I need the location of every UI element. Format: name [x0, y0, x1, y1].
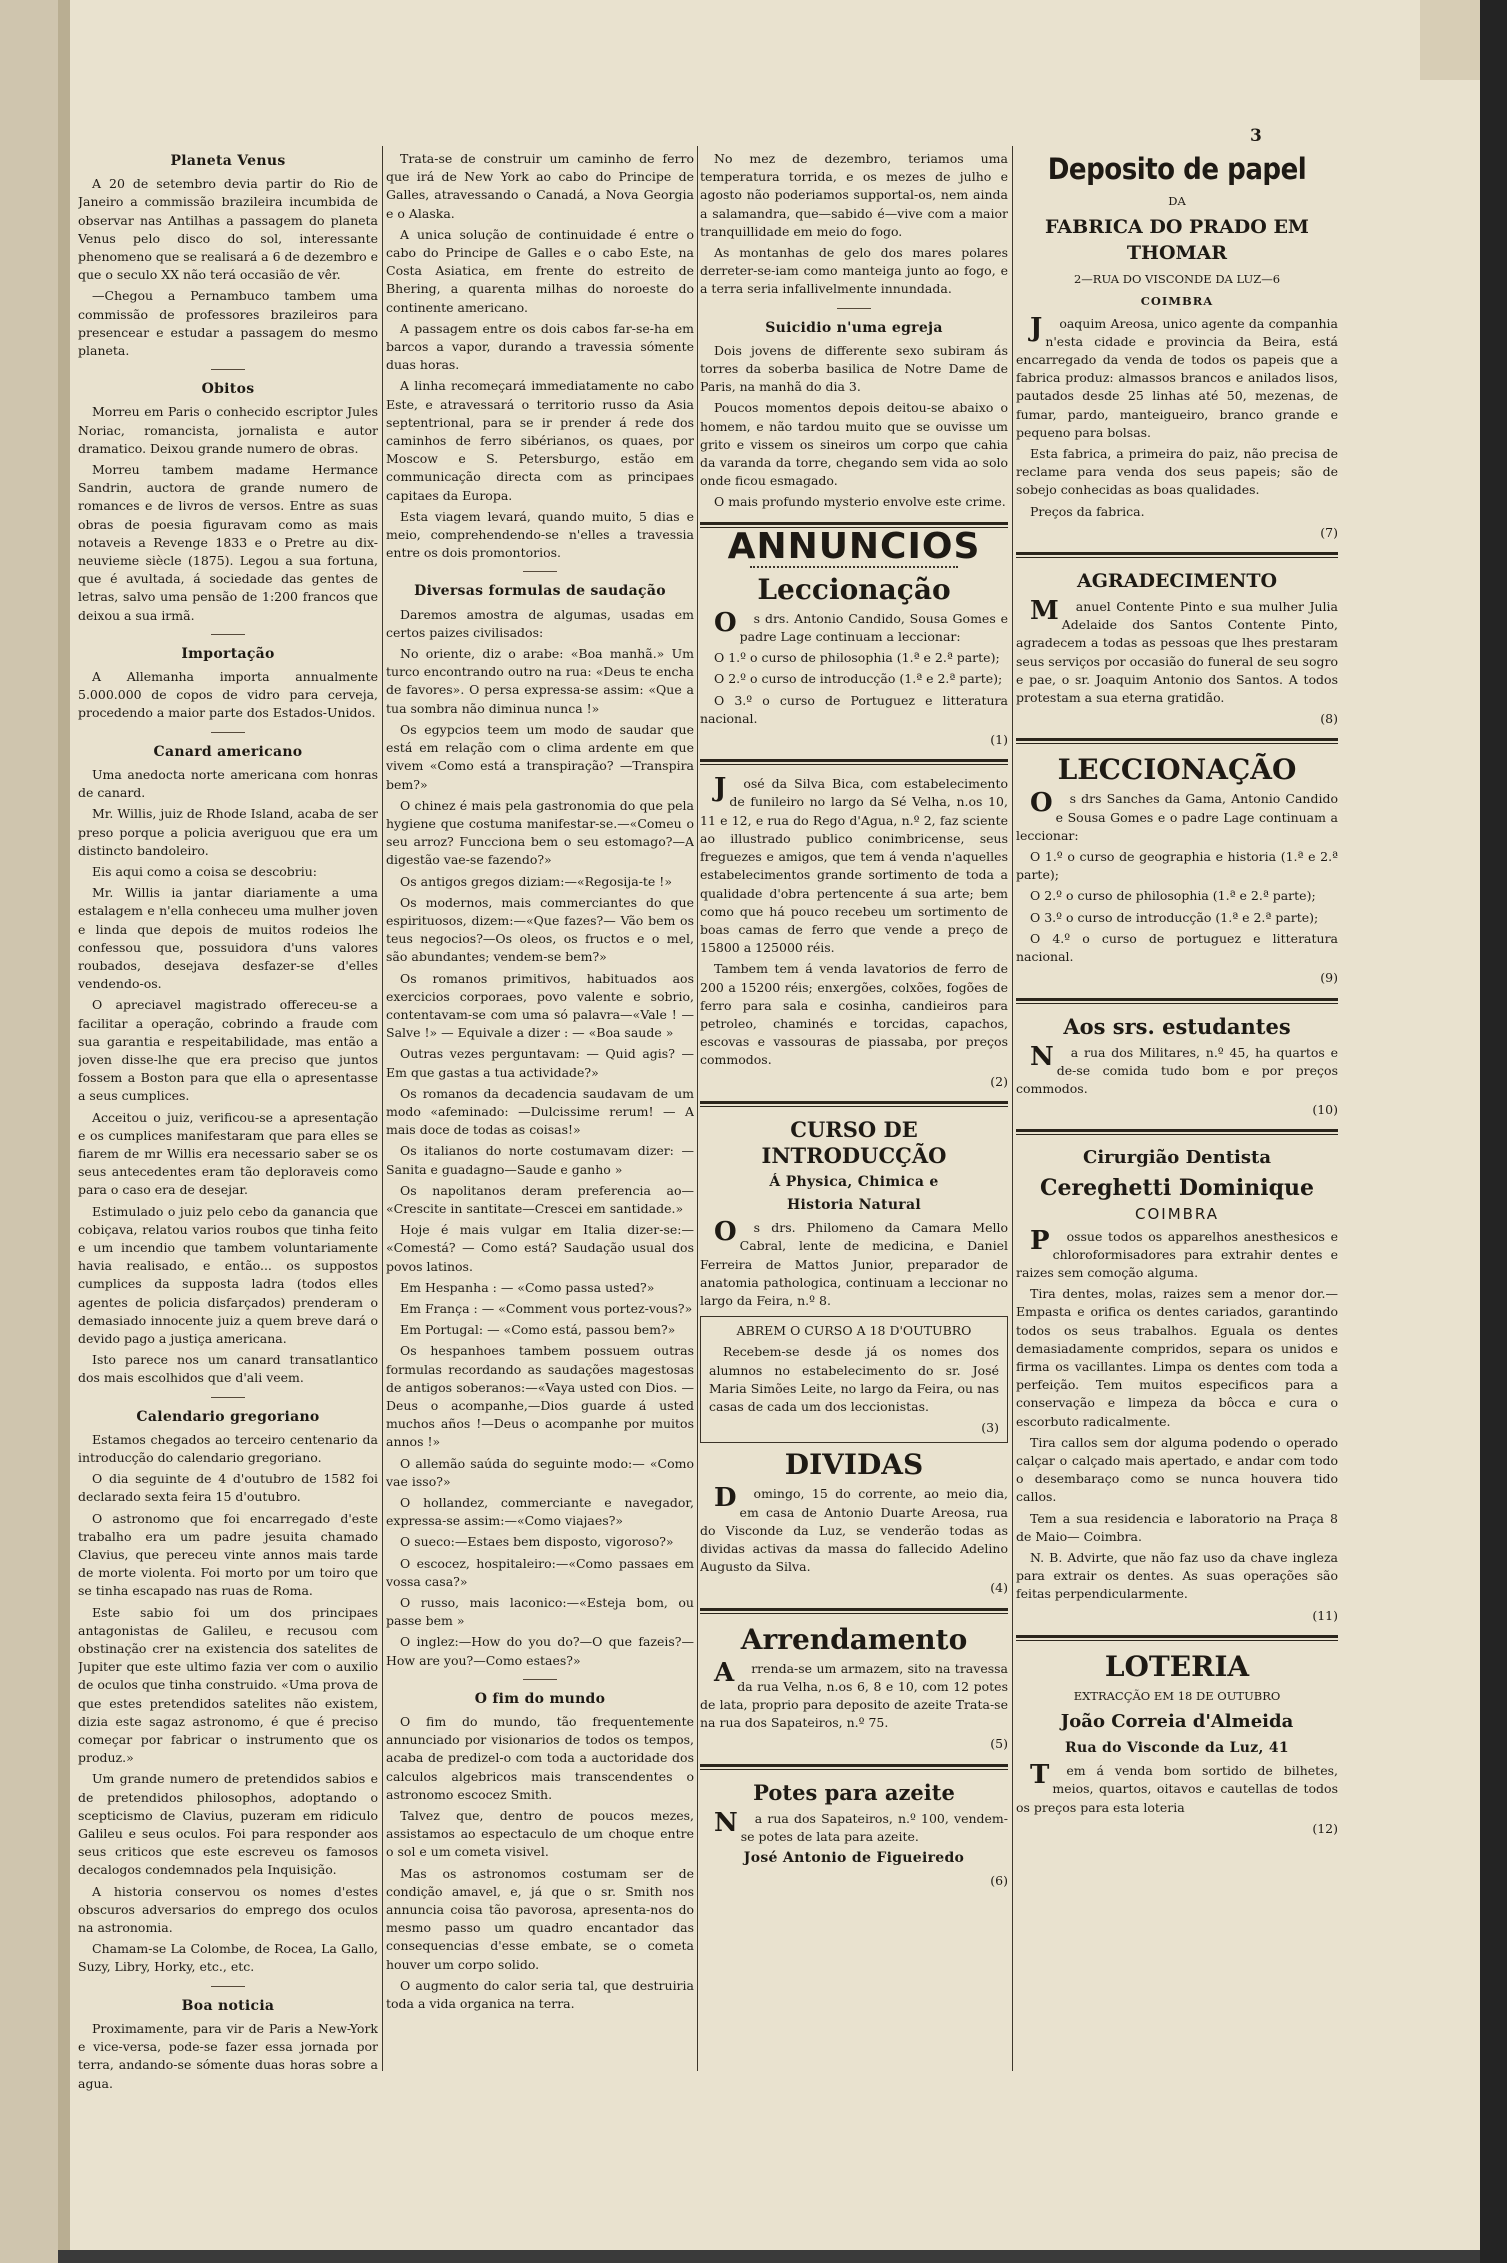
deposito-da: DA — [1168, 194, 1186, 208]
paragraph: Os drs. Antonio Candido, Sousa Gomes e padre Lage continuam a leccionar: — [714, 607, 1008, 645]
ad-reference: (11) — [1312, 1607, 1338, 1623]
paragraph: A 20 de setembro devia partir do Rio de Janeiro a commissão brazileira incumbida de observar nas Antilhas a passagem do planeta Venus pelo disco do sol, interessante phenomeno que se realisará a 6 de dezembro e que o seculo XX não terá occasião de vêr. — [78, 176, 378, 283]
curso-subtitle: Historia Natural — [787, 1196, 921, 1213]
heading-loteria: LOTERIA — [1104, 1649, 1250, 1683]
paragraph: O 3.º o curso de introducção (1.ª e 2.ª parte); — [1030, 909, 1319, 925]
section-rule — [700, 1608, 1008, 1614]
paragraph: Tira dentes, molas, raizes sem a menor dor.—Empasta e orifica os dentes cariados, garantindo todos os seus trabalhos. Eguala os dentes demasiadamente compridos, separa os unidos e firma os vacillantes. Limpa os dentes com toda a perfeição. Tem muitos especificos para a conservação e limpeza da bôcca e cura o escorbuto radicalmente. — [1016, 1286, 1338, 1429]
paragraph: O 1.º o curso de geographia e historia (1.ª e 2.ª parte); — [1016, 849, 1338, 883]
paragraph: Os drs. Philomeno da Camara Mello Cabral, lente de medicina, e Daniel Ferreira de Mattos Junior, preparador de anatomia pathologica, continuam a leccionar no largo da Feira, n.º 8. — [700, 1217, 1008, 1308]
paragraph: Os italianos do norte costumavam dizer: —Sanita e guadagno—Saude e ganho » — [386, 1143, 694, 1177]
paragraph: Trata-se de construir um caminho de ferro que irá de New York ao cabo do Principe de Galles, atravessando o Canadá, a Nova Georgia e o Alaska. — [386, 151, 694, 221]
paragraph: Dois jovens de differente sexo subiram ás torres da soberba basilica de Notre Dame de Paris, na manhã do dia 3. — [700, 342, 1008, 395]
heading-importacao: Importação — [181, 645, 275, 662]
curso-subtitle: Á Physica, Chimica e — [769, 1173, 939, 1190]
paragraph: O 2.º o curso de introducção (1.ª e 2.ª parte); — [714, 671, 1003, 687]
ad-reference: (10) — [1312, 1102, 1338, 1118]
ad-reference: (4) — [990, 1580, 1008, 1596]
paragraph: Esta fabrica, a primeira do paiz, não precisa de reclame para venda dos seus papeis; são de sobejo conhecidas as boas qualidades. — [1016, 446, 1338, 498]
paragraph: As montanhas de gelo dos mares polares derreter-se-iam como manteiga junto ao fogo, e a terra seria infallivelmente innundada. — [700, 245, 1008, 297]
right-background-edge — [1480, 0, 1507, 2263]
paragraph: Os napolitanos deram preferencia ao— «Crescite in santitate—Crescei em santidade.» — [386, 1182, 694, 1216]
section-rule — [1016, 998, 1338, 1004]
paragraph: O sueco:—Estaes bem disposto, vigoroso?» — [400, 1534, 674, 1550]
ad-reference: (6) — [990, 1873, 1008, 1889]
paragraph: Este sabio foi um dos principaes antagonistas de Galileu, e recusou com obstinação crer na existencia dos satelites de Jupiter que este ultimo fazia ver com o auxilio de oculos que tinha construido. «Uma prova de que estes pretendidos satelites não existem, dizia este sagaz astronomo, é que é preciso começar por fabricar o instrumento que os produz.» — [78, 1604, 378, 1766]
section-rule — [700, 759, 1008, 765]
paragraph: Eis aqui como a coisa se descobriu: — [92, 863, 318, 879]
column-rule — [382, 146, 383, 2071]
notice-box — [700, 1316, 1008, 1443]
ad-reference: (3) — [981, 1420, 999, 1436]
deposito-fabrica: FABRICA DO PRADO EM THOMAR — [1045, 216, 1309, 265]
page-fold-shadow — [58, 0, 70, 2250]
section-rule — [1016, 552, 1338, 558]
previous-page-edge — [0, 0, 58, 2263]
paragraph: Os antigos gregos diziam:—«Regosija-te !» — [400, 873, 672, 889]
paragraph: O 3.º o curso de Portuguez e litteratura nacional. — [700, 692, 1008, 726]
paragraph: A Allemanha importa annualmente 5.000.000 de copos de vidro para cerveja, procedendo a maior parte dos Estados-Unidos. — [78, 669, 378, 721]
page-number: 3 — [1250, 126, 1262, 146]
paragraph: Em Hespanha : — «Como passa usted?» — [400, 1279, 655, 1295]
paragraph: O chinez é mais pela gastronomia do que pela hygiene que costuma manifestar-se.—«Comeu o seu arroz? Funcciona bem o seu estomago?—A digestão vae-se fazendo?» — [386, 797, 694, 868]
paragraph: O russo, mais laconico:—«Esteja bom, ou passe bem » — [386, 1595, 694, 1629]
paragraph: José da Silva Bica, com estabelecimento de funileiro no largo da Sé Velha, n.os 10, 11 e 12, e rua do Rego d'Agua, n.º 2, faz sciente ao illustrado publico conimbricense, seus freguezes e amigos, que tem á venda n'aquelles estabelecimentos grande sortimento de toda a qualidade d'obra pertencente á sua arte; bem como que há pouco recebeu um sortimento de boas camas de ferro que vende a preço de 15800 a 125000 réis. — [700, 773, 1008, 956]
paragraph: O escocez, hospitaleiro:—«Como passaes em vossa casa?» — [386, 1555, 694, 1589]
section-rule — [1016, 738, 1338, 744]
paragraph: Joaquim Areosa, unico agente da companhia n'esta cidade e provincia da Beira, está encarregado da venda de todos os papeis que a fabrica produz: almassos brancos e anilados lisos, pautados desde 25 linhas até 50, mezenas, de fumar, pardo, manteigueiro, branco grande e pequeno para bolsas. — [1016, 312, 1338, 440]
paragraph: Isto parece nos um canard transatlantico dos mais escolhidos que d'ali veem. — [78, 1352, 378, 1386]
loteria-extraccao: EXTRACÇÃO EM 18 DE OUTUBRO — [1073, 1688, 1281, 1703]
column-3 — [700, 150, 1008, 2060]
heading-obitos: Obitos — [201, 381, 255, 398]
paragraph: O 2.º o curso de philosophia (1.ª e 2.ª parte); — [1030, 888, 1316, 904]
heading-planeta-venus: Planeta Venus — [170, 153, 286, 169]
paragraph: Hoje é mais vulgar em Italia dizer-se:— «Comestá? — Como está? Saudação usual dos povos latinos. — [386, 1222, 694, 1274]
column-4 — [1016, 150, 1338, 2060]
paragraph: Na rua dos Militares, n.º 45, ha quartos e de-se comida tudo bom e por preços commodos. — [1016, 1041, 1338, 1096]
separator — [837, 308, 871, 309]
ad-reference: (5) — [990, 1736, 1008, 1752]
paragraph: Estamos chegados ao terceiro centenario da introducção do calendario gregoriano. — [78, 1431, 378, 1465]
section-rule — [1016, 1129, 1338, 1135]
paragraph: Uma anedocta norte americana com honras de canard. — [78, 766, 378, 801]
paragraph: O 4.º o curso de portuguez e litteratura nacional. — [1016, 930, 1338, 965]
paragraph: Outras vezes perguntavam: — Quid agis? — Em que gastas a tua actividade?» — [386, 1046, 694, 1080]
separator — [211, 634, 245, 635]
paragraph: Os drs Sanches da Gama, Antonio Candido e Sousa Gomes e o padre Lage continuam a leccionar: — [1016, 788, 1338, 843]
heading-aos-estudantes: Aos srs. estudantes — [1063, 1013, 1291, 1039]
paragraph: ABREM O CURSO A 18 D'OUTUBRO — [736, 1323, 972, 1339]
heading-arrendamento: Arrendamento — [740, 1622, 968, 1656]
column-1 — [78, 150, 378, 2100]
signature: José Antonio de Figueiredo — [743, 1850, 965, 1867]
paragraph: N. B. Advirte, que não faz uso da chave ingleza para extrair os dentes. As suas operações são feitas perpendicularmente. — [1016, 1549, 1338, 1602]
heading-cirurgiao-dentista: Cirurgião Dentista — [1083, 1147, 1271, 1169]
paragraph: Preços da fabrica. — [1030, 503, 1145, 519]
heading-fim-do-mundo: O fim do mundo — [474, 1690, 606, 1707]
separator — [523, 1679, 557, 1680]
paragraph: A unica solução de continuidade é entre o cabo do Principe de Galles e o cabo Este, na Costa Asiatica, em frente do estreito de Bhering, a quarenta milhas do noroeste do continente americano. — [386, 226, 694, 315]
section-rule — [700, 1101, 1008, 1107]
paragraph: Proximamente, para vir de Paris a New-York e vice-versa, pode-se fazer essa jornada por terra, andando-se sómente duas horas sobre a agua. — [78, 2020, 378, 2091]
section-rule — [700, 1764, 1008, 1770]
paragraph: Acceitou o juiz, verificou-se a apresentação e os cumplices manifestaram que para elles se fiarem de mr Willis era necessario saber se os seus antecedentes eram tão deploraveis como para o caso era de desejar. — [78, 1109, 378, 1198]
heading-boa-noticia: Boa noticia — [181, 1997, 275, 2014]
loteria-name: João Correia d'Almeida — [1060, 1710, 1294, 1732]
deposito-city: COIMBRA — [1140, 294, 1214, 309]
paragraph: Daremos amostra de algumas, usadas em certos paizes civilisados: — [386, 606, 694, 640]
paragraph: Tem á venda bom sortido de bilhetes, meios, quartos, oitavos e cautellas de todos os preços para esta loteria — [1016, 1760, 1338, 1815]
paragraph: Tem a sua residencia e laboratorio na Praça 8 de Maio— Coimbra. — [1016, 1510, 1338, 1544]
ad-reference: (8) — [1320, 711, 1338, 727]
paragraph: O augmento do calor seria tal, que destruiria toda a vida organica na terra. — [386, 1977, 694, 2012]
heading-leccionacao: Leccionação — [757, 572, 951, 606]
paragraph: Chamam-se La Colombe, de Rocea, La Gallo, Suzy, Libry, Horky, etc., etc. — [78, 1941, 378, 1975]
paragraph: Mr. Willis, juiz de Rhode Island, acaba de ser preso porque a policia averiguou que era um distincto bandoleiro. — [78, 806, 378, 858]
paragraph: Em França : — «Comment vous portez-vous?» — [400, 1300, 693, 1316]
paragraph: O inglez:—How do you do?—O que fazeis?—How are you?—Como estaes?» — [386, 1634, 694, 1668]
paragraph: A historia conservou os nomes d'estes obscuros adversarios do emprego dos oculos na astronomia. — [78, 1883, 378, 1936]
paragraph: O fim do mundo, tão frequentemente annunciado por visionarios de todos os tempos, acaba de predizel-o com toda a auctoridade dos calculos algebricos mais transcendentes o astronomo escocez Smith. — [386, 1714, 694, 1802]
paragraph: No mez de dezembro, teriamos uma temperatura torrida, e os mezes de julho e agosto não poderiamos supportal-os, nem ainda a salamandra, que—sabido é—vive com a maior tranquillidade em meio do fogo. — [700, 151, 1008, 239]
paragraph: Na rua dos Sapateiros, n.º 100, vendem-se potes de lata para azeite. — [714, 1807, 1008, 1844]
paragraph: Mas os astronomos costumam ser de condição amavel, e, já que o sr. Smith nos annuncia coisa tão pavorosa, apresenta-nos do mesmo passo um quadro encantador das consequencias d'esse embate, se o cometa houver um corpo solido. — [386, 1865, 694, 1972]
paragraph: O 1.º o curso de philosophia (1.ª e 2.ª parte); — [714, 650, 1000, 666]
page-corner — [1420, 0, 1480, 80]
ad-reference: (1) — [990, 732, 1008, 748]
deposito-address: 2—RUA DO VISCONDE DA LUZ—6 — [1073, 272, 1281, 287]
cirurgiao-city: COIMBRA — [1134, 1205, 1219, 1224]
ad-reference: (7) — [1320, 524, 1338, 540]
ad-reference: (9) — [1320, 970, 1338, 986]
paragraph: Mr. Willis ia jantar diariamente a uma estalagem e n'ella conheceu uma mulher joven e linda que depois de muitos rodeios lhe confessou que, possuidora d'uns valores roubados, desejava desfazer-se d'elles vendendo-os. — [78, 885, 378, 992]
column-rule — [1012, 146, 1013, 2071]
column-rule — [697, 146, 698, 2071]
heading-diversas-formulas: Diversas formulas de saudação — [414, 583, 666, 600]
paragraph: A linha recomeçará immediatamente no cabo Este, e atravessará o territorio russo da Asia septentrional, para se ir prender á rede dos caminhos de ferro sibérianos, os quaes, por Moscow e S. Petersburgo, estão em communicação directa com as principaes capitaes da Europa. — [386, 378, 694, 503]
paragraph: Os romanos da decadencia saudavam de um modo «afeminado: —Dulcissime rerum! — A mais doce de todas as coisas!» — [386, 1085, 694, 1138]
paragraph: O hollandez, commerciante e navegador, expressa-se assim:—«Como viajaes?» — [386, 1495, 694, 1529]
section-rule — [1016, 1635, 1338, 1641]
separator — [211, 732, 245, 733]
paragraph: Recebem-se desde já os nomes dos alumnos no estabelecimento do sr. José Maria Simões Leite, no largo da Feira, ou nas casas de cada um dos leccionistas. — [709, 1344, 999, 1414]
paragraph: Tambem tem á venda lavatorios de ferro de 200 a 15200 réis; enxergões, colxões, fogões de ferro para sala e cosinha, candieiros para petroleo, chaminés e torcidas, capachos, escovas e vassouras de piassaba, por preços commodos. — [700, 961, 1008, 1068]
heading-deposito-papel: Deposito de papel — [1047, 152, 1307, 186]
paragraph: Os modernos, mais commerciantes do que espirituosos, dizem:—«Que fazes?— Vão bem os teus negocios?—Os oleos, os fructos e o mel, são abundantes; vendem-se bem?» — [386, 894, 694, 965]
separator — [211, 369, 245, 370]
heading-dividas: DIVIDAS — [784, 1448, 924, 1482]
ad-reference: (2) — [990, 1073, 1008, 1089]
paragraph: Morreu tambem madame Hermance Sandrin, auctora de grande numero de romances e de livros de versos. Entre as suas obras de poesia figuravam como as mais notaveis a Revenge 1833 e o Pretre au dix-neuvieme siècle (1875). Legou a sua fortuna, que é avultada, á sociedade das gentes de letras, salvo uma pensão de 1:200 francos que deixou a sua irmã. — [78, 462, 378, 623]
paragraph: Os romanos primitivos, habituados aos exercicios corporaes, povo valente e sobrio, contentavam-se com uma só palavra—«Vale ! — Salve !» — Equivale a dizer : — «Boa saude » — [386, 970, 694, 1041]
paragraph: Morreu em Paris o conhecido escriptor Jules Noriac, romancista, jornalista e autor dramatico. Deixou grande numero de obras. — [78, 404, 378, 456]
paragraph: Possue todos os apparelhos anesthesicos e chloroformisadores para extrahir dentes e raizes sem comoção alguma. — [1016, 1225, 1338, 1280]
heading-calendario-gregoriano: Calendario gregoriano — [136, 1408, 320, 1425]
paragraph: Estimulado o juiz pelo cebo da ganancia que cobiçava, relatou varios roubos que tinha feito e um incendio que tambem voluntariamente havia realisado, e então... os suppostos cumplices da supposta ladra (todos elles agentes de policia disfarçados) prenderam o demasiado innocente juiz a quem breve dará o devido pago a justiça americana. — [78, 1203, 378, 1346]
paragraph: —Chegou a Pernambuco tambem uma commissão de professores brazileiros para presencear e estudar a passagem do mesmo planeta. — [78, 288, 378, 359]
loteria-address: Rua do Visconde da Luz, 41 — [1065, 1739, 1289, 1756]
paragraph: No oriente, diz o arabe: «Boa manhã.» Um turco encontrando outro na rua: «Deus te encha de favores». O persa expressa-se assim: «Que a tua sombra não diminua nunca !» — [386, 646, 694, 716]
heading-leccionacao-2: LECCIONAÇÃO — [1057, 753, 1297, 787]
paragraph: Arrenda-se um armazem, sito na travessa da rua Velha, n.os 6, 8 e 10, com 12 potes de lata, proprio para deposito de azeite Trata-se na rua dos Sapateiros, n.º 75. — [700, 1657, 1008, 1731]
paragraph: Poucos momentos depois deitou-se abaixo o homem, e não tardou muito que se ouvisse um grito e vissem os sineiros um corpo que cahia da varanda da torre, chegando sem vida ao solo onde ficou esmagado. — [700, 400, 1008, 489]
column-2 — [386, 150, 694, 2060]
paragraph: O allemão saúda do seguinte modo:— «Como vae isso?» — [386, 1455, 694, 1489]
paragraph: Os hespanhoes tambem possuem outras formulas recordando as saudações magestosas de antigos soberanos:—«Vaya usted con Dios. —Deus o acompanhe,—Dios guarde á usted muchos años !—Deus o acompanhe por muitos annos !» — [386, 1343, 694, 1450]
ad-reference: (12) — [1312, 1820, 1338, 1836]
heading-agradecimento: AGRADECIMENTO — [1076, 570, 1278, 593]
separator — [211, 1986, 245, 1987]
paragraph: Domingo, 15 do corrente, ao meio dia, em casa de Antonio Duarte Areosa, rua do Visconde da Luz, se venderão todas as dividas activas da massa do fallecido Adelino Augusto da Silva. — [700, 1483, 1008, 1575]
paragraph: Manuel Contente Pinto e sua mulher Julia Adelaide dos Santos Contente Pinto, agradecem a todas as pessoas que lhes prestaram seus serviços por occasião do funeral de seu sogro e pae, o sr. Joaquim Antonio dos Santos. A todos protestam a sua eterna gratidão. — [1016, 596, 1338, 706]
separator — [211, 1397, 245, 1398]
separator — [523, 571, 557, 572]
paragraph: Tira callos sem dor alguma podendo o operado calçar o calçado mais apertado, e andar com todo o desembaraço como se nunca houvera tido callos. — [1016, 1434, 1338, 1505]
paragraph: Talvez que, dentro de poucos mezes, assistamos ao espectaculo de um choque entre o sol e um cometa visivel. — [386, 1808, 694, 1860]
paragraph: O apreciavel magistrado offereceu-se a facilitar a operação, cobrindo a fraude com sua garantia e respeitabilidade, mas então a joven disse-lhe que era preciso que juntos fossem a Boston para que ella o apresentasse a seus cumplices. — [78, 997, 378, 1104]
annuncios-heading: ANNUNCIOS — [727, 525, 981, 567]
paragraph: O dia seguinte de 4 d'outubro de 1582 foi declarado sexta feira 15 d'outubro. — [78, 1471, 378, 1505]
paragraph: Esta viagem levará, quando muito, 5 dias e meio, comprehendendo-se n'elles a travessia entre os dois promontorios. — [386, 508, 694, 561]
heading-potes-azeite: Potes para azeite — [753, 1779, 955, 1805]
heading-suicidio: Suicidio n'uma egreja — [765, 319, 943, 336]
heading-canard-americano: Canard americano — [153, 743, 303, 760]
paragraph: A passagem entre os dois cabos far-se-ha em barcos a vapor, durando a travessia sómente duas horas. — [386, 320, 694, 373]
paragraph: Em Portugal: — «Como está, passou bem?» — [400, 1322, 676, 1338]
heading-cereghetti: Cereghetti Dominique — [1040, 1175, 1314, 1202]
paragraph: O astronomo que foi encarregado d'este trabalho era um padre jesuita chamado Clavius, que pereceu vinte annos mais tarde de morte violenta. Foi morto por um toiro que se tinha escapado nas ruas de Roma. — [78, 1510, 378, 1599]
paragraph: Os egypcios teem um modo de saudar que está em relação com o clima ardente em que vivem «Como está a transpiração? —Transpira bem?» — [386, 721, 694, 792]
paragraph: Um grande numero de pretendidos sabios e de pretendidos philosophos, adoptando o scepticismo de Clavius, puzeram em ridiculo Galileu e seus oculos. Foi para responder aos seus criticos que este escreveu os famosos decalogos condemnados pela Inquisição. — [78, 1771, 378, 1878]
paragraph: O mais profundo mysterio envolve este crime. — [714, 494, 1006, 510]
heading-curso-introduccao: CURSO DE INTRODUCÇÃO — [761, 1116, 947, 1168]
